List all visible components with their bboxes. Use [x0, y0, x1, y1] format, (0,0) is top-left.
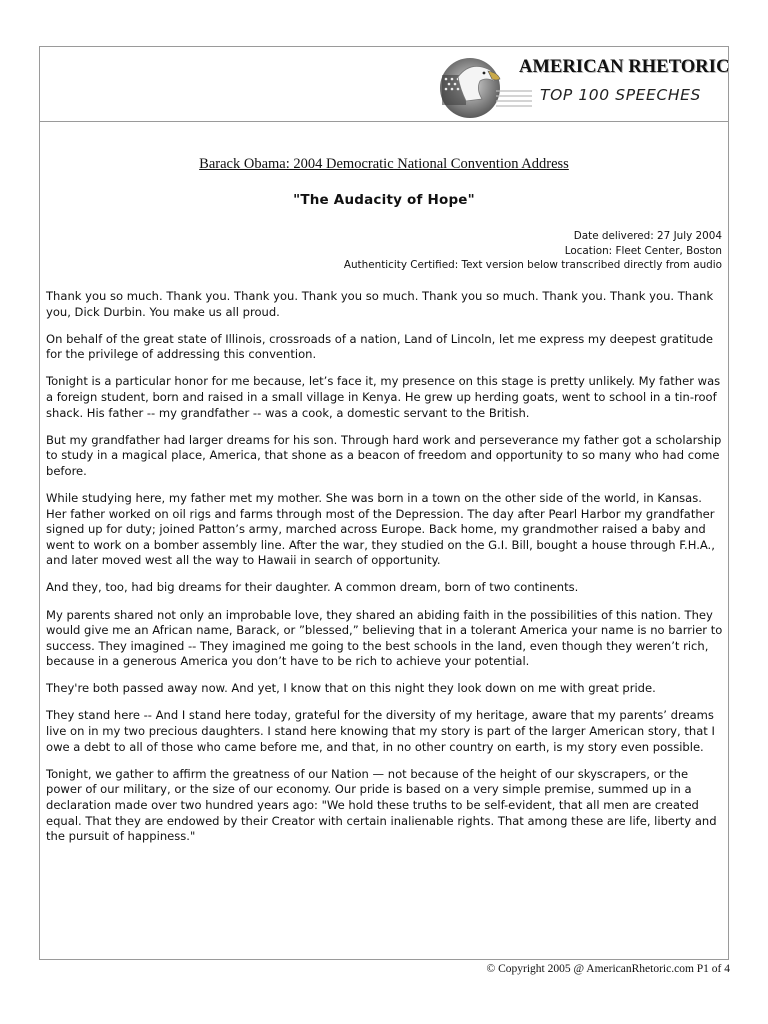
brand-tagline: TOP 100 SPEECHES [540, 86, 701, 104]
header-divider [39, 121, 729, 122]
paragraph: But my grandfather had larger dreams for his son. Through hard work and perseverance my father got a scholarship to study in a magical place, America, that shone as a beacon of freedom and opportunity to so many who had come before. [46, 432, 722, 478]
paragraph: And they, too, had big dreams for their daughter. A common dream, born of two continents. [46, 580, 579, 595]
speech-title: Barack Obama: 2004 Democratic National Convention Address [199, 156, 569, 172]
speech-subtitle: "The Audacity of Hope" [293, 192, 475, 208]
speech-body [46, 289, 724, 856]
paragraph: Tonight, we gather to affirm the greatness of our Nation — not because of the height of our skyscrapers, or the power of our military, or the size of our economy. Our pride is based on a very simple premise, summed up in a declaration made over two hundred years ago: "We hold these truths to be self-evident, that all men are created equal. That they are endowed by their Creator with certain inalienable rights. That among these are life, liberty and the pursuit of happiness." [46, 766, 717, 844]
speech-metadata [344, 229, 722, 273]
copyright-footer: © Copyright 2005 @ AmericanRhetoric.com P1 of 4 [486, 963, 730, 975]
date-delivered: Date delivered: 27 July 2004 [573, 230, 722, 242]
paragraph: Tonight is a particular honor for me because, let’s face it, my presence on this stage is pretty unlikely. My father was a foreign student, born and raised in a small village in Kenya. He grew up herding goats, went to school in a tin-roof shack. His father -- my grandfather -- was a cook, a domestic servant to the British. [46, 374, 721, 420]
paragraph: They're both passed away now. And yet, I know that on this night they look down on me with great pride. [46, 681, 656, 696]
authenticity-note: Authenticity Certified: Text version below transcribed directly from audio [343, 259, 722, 271]
eagle-icon [436, 55, 532, 119]
paragraph: Thank you so much. Thank you. Thank you. Thank you so much. Thank you so much. Thank you. Thank you. Thank you, Dick Durbin. You make us all proud. [46, 289, 714, 319]
paragraph: While studying here, my father met my mother. She was born in a town on the other side of the world, in Kansas. Her father worked on oil rigs and farms through most of the Depression. The day after Pearl Harbor my grandfather signed up for duty; joined Patton’s army, marched across Europe. Back home, my grandmother raised a baby and went to work on a bomber assembly line. After the war, they studied on the G.I. Bill, bought a house through F.H.A., and later moved west all the way to Hawaii in search of opportunity. [46, 490, 715, 568]
brand-title: AMERICAN RHETORIC [519, 57, 730, 77]
location: Location: Fleet Center, Boston [564, 244, 722, 257]
paragraph: My parents shared not only an improbable love, they shared an abiding faith in the possibilities of this nation. They would give me an African name, Barack, or ”blessed,” believing that in a tolerant America your name is no barrier to success. They imagined -- They imagined me going to the best schools in the land, even though they weren’t rich, because in a generous America you don’t have to be rich to achieve your potential. [46, 607, 723, 669]
paragraph: On behalf of the great state of Illinois, crossroads of a nation, Land of Lincoln, let me express my deepest gratitude for the privilege of addressing this convention. [46, 331, 714, 362]
paragraph: They stand here -- And I stand here today, grateful for the diversity of my heritage, aware that my parents’ dreams live on in my two precious daughters. I stand here knowing that my story is part of the larger American story, that I owe a debt to all of those who came before me, and that, in no other country on earth, is my story even possible. [46, 708, 715, 754]
